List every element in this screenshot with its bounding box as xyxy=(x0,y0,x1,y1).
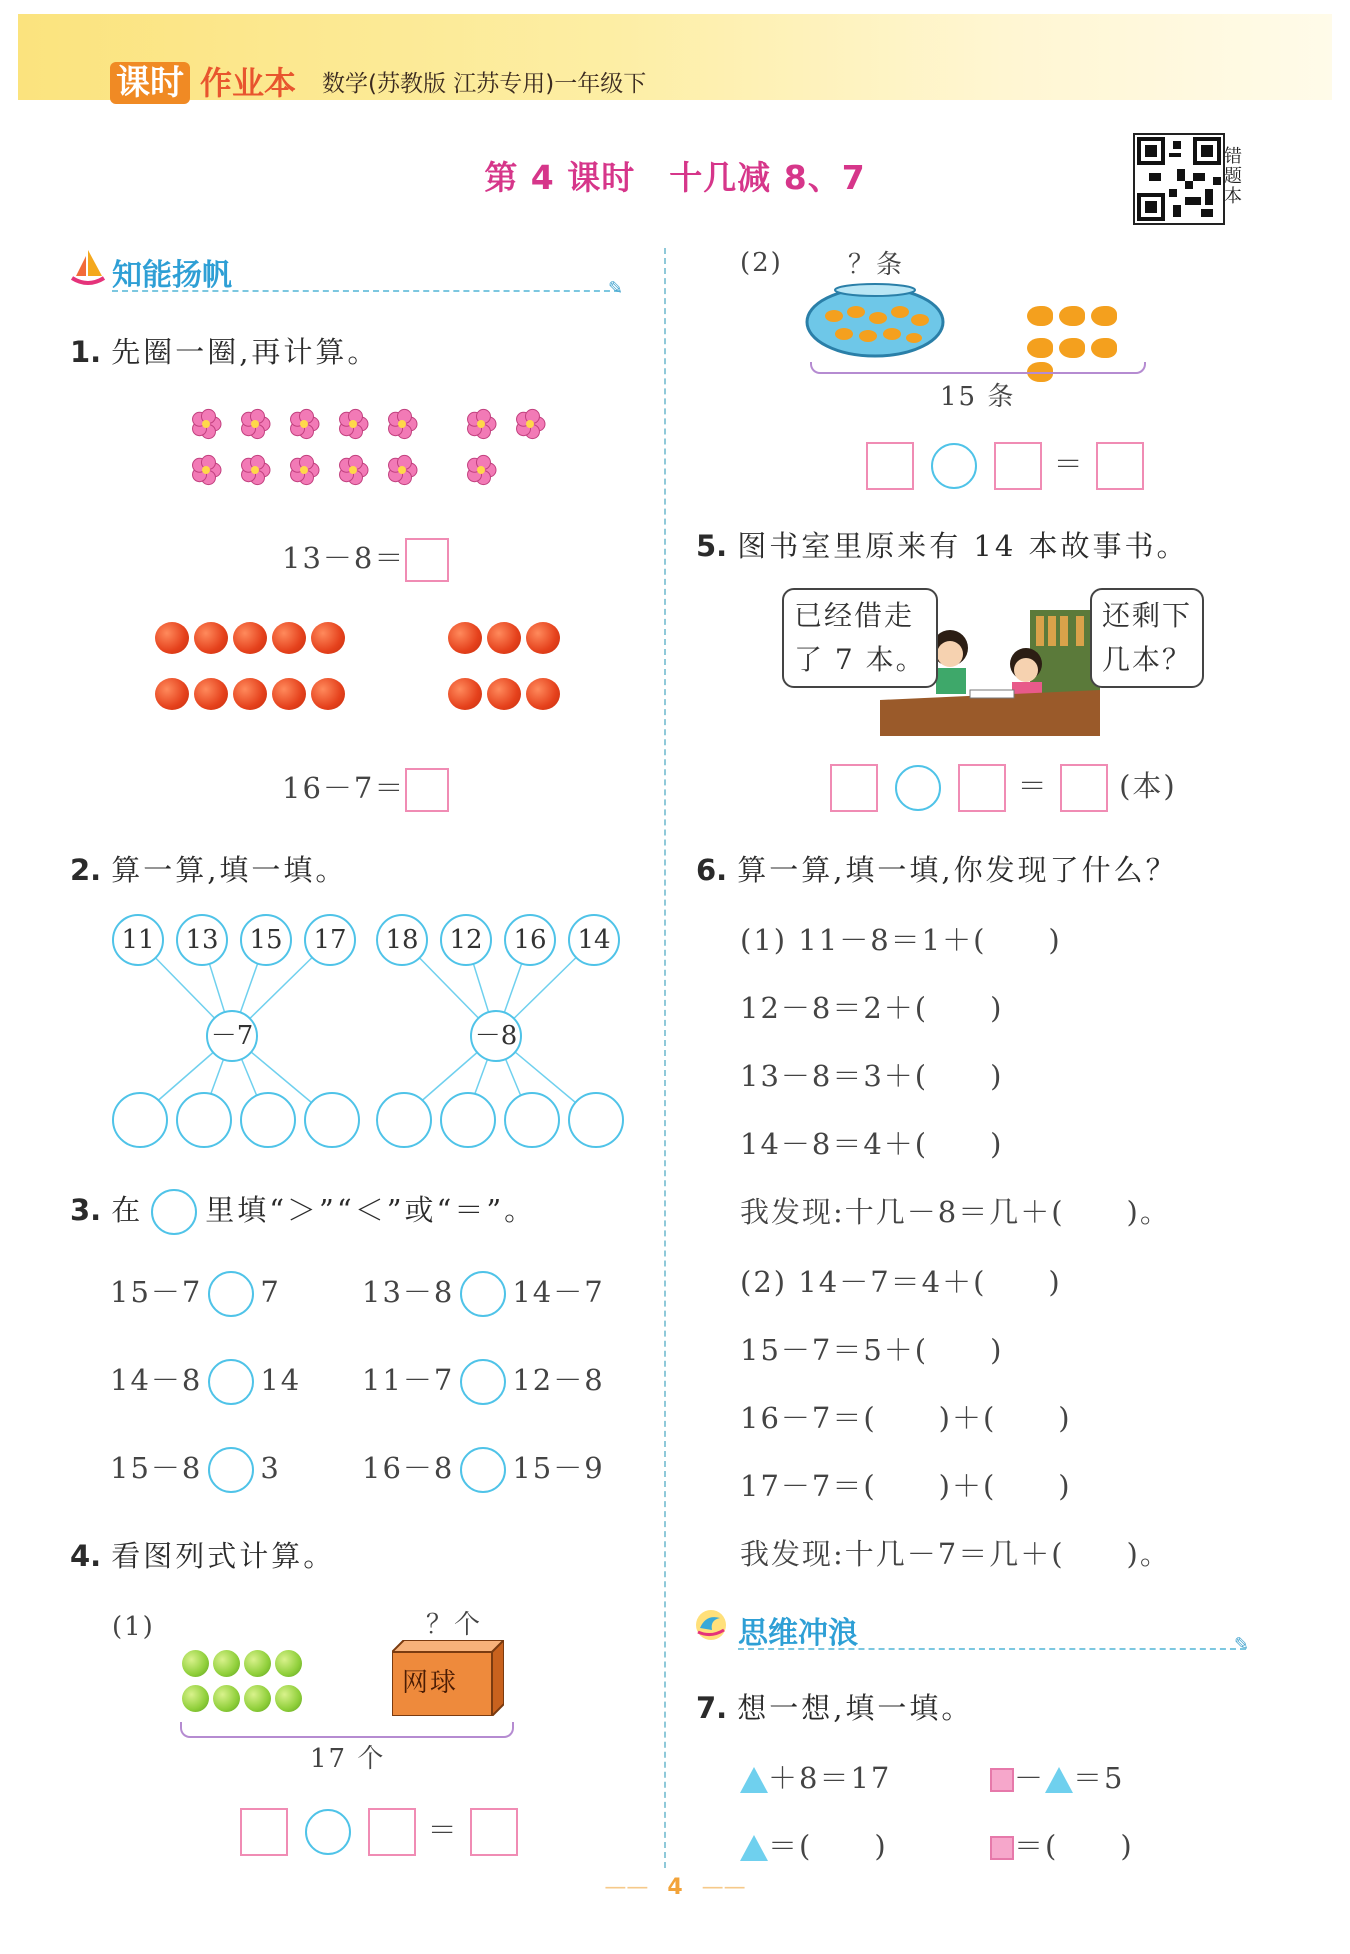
square-icon xyxy=(990,1836,1014,1860)
q6-prompt xyxy=(696,848,1178,889)
example-circle xyxy=(151,1189,197,1235)
fish-icon xyxy=(1091,338,1117,358)
flower-icon xyxy=(389,409,417,438)
section-title-basic: 知能扬帆 xyxy=(112,258,232,293)
number-circle: 13 xyxy=(176,914,228,966)
q6-line: 12－8＝2＋( ) xyxy=(740,991,1004,1025)
page-number-value: 4 xyxy=(667,1875,683,1900)
compare-left: 15－7 xyxy=(110,1275,203,1309)
compare-circle[interactable] xyxy=(460,1271,506,1317)
compare-circle[interactable] xyxy=(208,1359,254,1405)
flower-icon xyxy=(517,409,545,438)
ball-icon xyxy=(244,1650,271,1677)
ball-icon xyxy=(275,1650,302,1677)
q4-part2-equation xyxy=(866,442,1144,490)
answer-box[interactable] xyxy=(1096,442,1144,490)
compare-circle[interactable] xyxy=(460,1359,506,1405)
answer-box[interactable] xyxy=(958,764,1006,812)
q1-text: 先圈一圈,再计算。 xyxy=(111,335,380,369)
compare-left: 15－8 xyxy=(110,1451,203,1485)
flower-icon xyxy=(291,409,319,438)
apple-group xyxy=(155,622,595,718)
pen-icon: ✎ xyxy=(608,278,624,299)
number-circle: 18 xyxy=(376,914,428,966)
q3-row3b xyxy=(362,1446,605,1493)
flower-icon xyxy=(340,455,368,484)
answer-box[interactable] xyxy=(830,764,878,812)
answer-box[interactable] xyxy=(240,1808,288,1856)
speech-bubble-left xyxy=(782,588,938,688)
tennis-box xyxy=(392,1640,504,1716)
flower-icon xyxy=(468,409,496,438)
fish-icon xyxy=(1059,338,1085,358)
q3-row1 xyxy=(110,1270,281,1317)
q4-part1-label: (1) xyxy=(112,1612,155,1642)
answer-circle[interactable] xyxy=(112,1092,168,1148)
speech-bubble-right xyxy=(1090,588,1204,688)
fish-icon xyxy=(1059,306,1085,326)
answer-box[interactable] xyxy=(994,442,1042,490)
apple-icon xyxy=(311,622,345,654)
fish-icon xyxy=(1027,306,1053,326)
apple-icon xyxy=(233,622,267,654)
number-circle: 16 xyxy=(504,914,556,966)
unit-label: (本) xyxy=(1119,769,1177,803)
loose-fish xyxy=(1024,306,1146,386)
q4-part2-question: ？条 xyxy=(848,250,905,280)
flower-icon xyxy=(193,455,221,484)
number-circle: 15 xyxy=(240,914,292,966)
apple-icon xyxy=(233,678,267,710)
answer-circle[interactable] xyxy=(504,1092,560,1148)
answer-box[interactable] xyxy=(470,1808,518,1856)
section-title-thinking: 思维冲浪 xyxy=(738,1616,858,1651)
q4-part2-label: (2) xyxy=(740,248,783,278)
compare-left: 13－8 xyxy=(362,1275,455,1309)
number-circle: 17 xyxy=(304,914,356,966)
q5-number: 5. xyxy=(696,529,728,563)
ball-icon xyxy=(275,1685,302,1712)
apple-icon xyxy=(311,678,345,710)
q2-prompt xyxy=(70,848,347,889)
ball-icon xyxy=(213,1650,240,1677)
tennis-balls xyxy=(180,1650,310,1716)
q5-equation xyxy=(830,764,1177,812)
flower-icon xyxy=(468,455,496,484)
column-divider xyxy=(664,248,666,1868)
qr-label: 错题本 xyxy=(1224,146,1242,207)
q1-prompt xyxy=(70,330,379,371)
q4-part1-total: 17 个 xyxy=(310,1744,386,1774)
fish-icon xyxy=(1091,306,1117,326)
q7-prompt xyxy=(696,1686,973,1727)
answer-box[interactable] xyxy=(368,1808,416,1856)
q1-eq1-text: 13－8＝ xyxy=(282,541,406,575)
answer-box[interactable] xyxy=(866,442,914,490)
q6-finding2: 我发现:十几－7＝几＋( )。 xyxy=(740,1537,1171,1571)
compare-right: 12－8 xyxy=(512,1363,605,1397)
q6-line: (1) 11－8＝1＋( ) xyxy=(740,923,1062,957)
compare-left: 16－8 xyxy=(362,1451,455,1485)
brace xyxy=(810,362,1146,374)
footer-dash-left: —— xyxy=(604,1875,649,1900)
bubble-line: 了 7 本。 xyxy=(794,643,926,676)
q6-line: 17－7＝( )＋( ) xyxy=(740,1469,1072,1503)
compare-circle[interactable] xyxy=(208,1271,254,1317)
number-circle: 11 xyxy=(112,914,164,966)
compare-right: 14 xyxy=(260,1363,302,1397)
q6-number: 6. xyxy=(696,853,728,887)
q7-eq2 xyxy=(990,1756,1124,1797)
q6-finding1: 我发现:十几－8＝几＋( )。 xyxy=(740,1195,1171,1229)
square-icon xyxy=(990,1768,1014,1792)
apple-icon xyxy=(155,678,189,710)
q6-text: 算一算,填一填,你发现了什么？ xyxy=(737,853,1178,887)
bubble-line: 已经借走 xyxy=(794,599,915,632)
q4-text: 看图列式计算。 xyxy=(111,1539,336,1573)
flower-icon xyxy=(340,409,368,438)
q7-ans2-text: ＝( ) xyxy=(1014,1829,1134,1863)
q2-text: 算一算,填一填。 xyxy=(111,853,348,887)
compare-circle[interactable] xyxy=(460,1447,506,1493)
q4-number: 4. xyxy=(70,1539,102,1573)
answer-circle[interactable] xyxy=(376,1092,432,1148)
flower-icon xyxy=(389,455,417,484)
answer-box[interactable] xyxy=(405,768,449,812)
brand-logo: 课时 xyxy=(110,62,190,104)
q5-prompt xyxy=(696,524,1189,565)
equals-sign: ＝ xyxy=(427,1813,459,1847)
q7-eq2-text: ＝5 xyxy=(1073,1761,1125,1795)
apple-icon xyxy=(448,678,482,710)
fish-bowl xyxy=(804,282,946,358)
answer-circle[interactable] xyxy=(440,1092,496,1148)
flower-icon xyxy=(242,409,270,438)
qr-code[interactable] xyxy=(1133,133,1225,225)
q6-line: 16－7＝( )＋( ) xyxy=(740,1401,1072,1435)
brand-name: 作业本 xyxy=(200,64,297,102)
pen-icon: ✎ xyxy=(1234,1634,1250,1655)
q3-text-pre: 在 xyxy=(111,1193,144,1227)
compare-left: 14－8 xyxy=(110,1363,203,1397)
q7-text: 想一想,填一填。 xyxy=(737,1691,974,1725)
flower-icon xyxy=(291,455,319,484)
answer-circle[interactable] xyxy=(568,1092,624,1148)
ball-icon xyxy=(244,1685,271,1712)
operator-circle[interactable] xyxy=(931,443,977,489)
answer-box[interactable] xyxy=(405,538,449,582)
flower-icon xyxy=(242,455,270,484)
compare-right: 3 xyxy=(260,1451,281,1485)
section-underline xyxy=(112,290,620,292)
q3-row2b xyxy=(362,1358,605,1405)
compare-right: 7 xyxy=(260,1275,281,1309)
bubble-line: 几本？ xyxy=(1102,643,1193,676)
fish-icon xyxy=(1027,338,1053,358)
triangle-icon xyxy=(740,1835,768,1861)
ball-icon xyxy=(182,1650,209,1677)
q5-text: 图书室里原来有 14 本故事书。 xyxy=(737,529,1189,563)
apple-icon xyxy=(272,622,306,654)
q7-number: 7. xyxy=(696,1691,728,1725)
q4-part1-equation xyxy=(240,1808,518,1856)
q4-prompt xyxy=(70,1534,335,1575)
section-underline xyxy=(738,1648,1246,1650)
q7-eq1-text: ＋8＝17 xyxy=(768,1761,892,1795)
number-circle: 14 xyxy=(568,914,620,966)
q1-eq2-text: 16－7＝ xyxy=(282,771,406,805)
q7-ans1-text: ＝( ) xyxy=(768,1829,888,1863)
sail-icon xyxy=(70,248,110,288)
q3-prompt xyxy=(70,1188,536,1235)
q4-part2-total: 15 条 xyxy=(940,382,1016,412)
q3-row1b xyxy=(362,1270,605,1317)
apple-icon xyxy=(448,622,482,654)
apple-icon xyxy=(526,678,560,710)
equals-sign: ＝ xyxy=(1053,447,1085,481)
compare-circle[interactable] xyxy=(208,1447,254,1493)
q7-eq2-op: － xyxy=(1014,1761,1046,1795)
apple-icon xyxy=(526,622,560,654)
q6-line: 15－7＝5＋( ) xyxy=(740,1333,1004,1367)
q6-line: 14－8＝4＋( ) xyxy=(740,1127,1004,1161)
triangle-icon xyxy=(1045,1767,1073,1793)
apple-icon xyxy=(272,678,306,710)
flower-icon xyxy=(193,409,221,438)
answer-circle[interactable] xyxy=(304,1092,360,1148)
q1-number: 1. xyxy=(70,335,102,369)
q3-number: 3. xyxy=(70,1193,102,1227)
q7-ans1 xyxy=(740,1824,888,1865)
brace xyxy=(180,1722,514,1738)
equals-sign: ＝ xyxy=(1017,769,1049,803)
lesson-title: 第 4 课时 十几减 8、7 xyxy=(484,158,866,197)
bubble-line: 还剩下 xyxy=(1102,599,1193,632)
footer-dash-right: —— xyxy=(701,1875,746,1900)
compare-right: 15－9 xyxy=(512,1451,605,1485)
operator-circle[interactable] xyxy=(305,1809,351,1855)
ball-icon xyxy=(213,1685,240,1712)
answer-circle[interactable] xyxy=(240,1092,296,1148)
q1-eq1 xyxy=(282,536,449,582)
q3-row2 xyxy=(110,1358,301,1405)
tennis-box-label: 网球 xyxy=(402,1668,459,1698)
answer-circle[interactable] xyxy=(176,1092,232,1148)
apple-icon xyxy=(487,622,521,654)
q3-row3 xyxy=(110,1446,281,1493)
apple-icon xyxy=(194,622,228,654)
operator-circle[interactable] xyxy=(895,765,941,811)
wave-icon xyxy=(694,1608,730,1644)
compare-right: 14－7 xyxy=(512,1275,605,1309)
flower-group xyxy=(190,408,560,497)
page-number xyxy=(0,1875,1350,1900)
book-subtitle: 数学(苏教版 江苏专用)一年级下 xyxy=(322,71,647,97)
answer-box[interactable] xyxy=(1060,764,1108,812)
apple-icon xyxy=(194,678,228,710)
q7-ans2 xyxy=(990,1824,1134,1865)
operator-circle-minus7: －7 xyxy=(206,1010,258,1062)
q6-line: 13－8＝3＋( ) xyxy=(740,1059,1004,1093)
q6-line: (2) 14－7＝4＋( ) xyxy=(740,1265,1062,1299)
q2-number: 2. xyxy=(70,853,102,887)
q1-eq2 xyxy=(282,766,449,812)
compare-left: 11－7 xyxy=(362,1363,455,1397)
triangle-icon xyxy=(740,1767,768,1793)
q7-eq1 xyxy=(740,1756,891,1797)
apple-icon xyxy=(487,678,521,710)
operator-circle-minus8: －8 xyxy=(470,1010,522,1062)
ball-icon xyxy=(182,1685,209,1712)
q4-part1-question: ？个 xyxy=(426,1610,483,1640)
number-circle: 12 xyxy=(440,914,492,966)
apple-icon xyxy=(155,622,189,654)
q3-text-post: 里填“＞”“＜”或“＝”。 xyxy=(205,1193,537,1227)
